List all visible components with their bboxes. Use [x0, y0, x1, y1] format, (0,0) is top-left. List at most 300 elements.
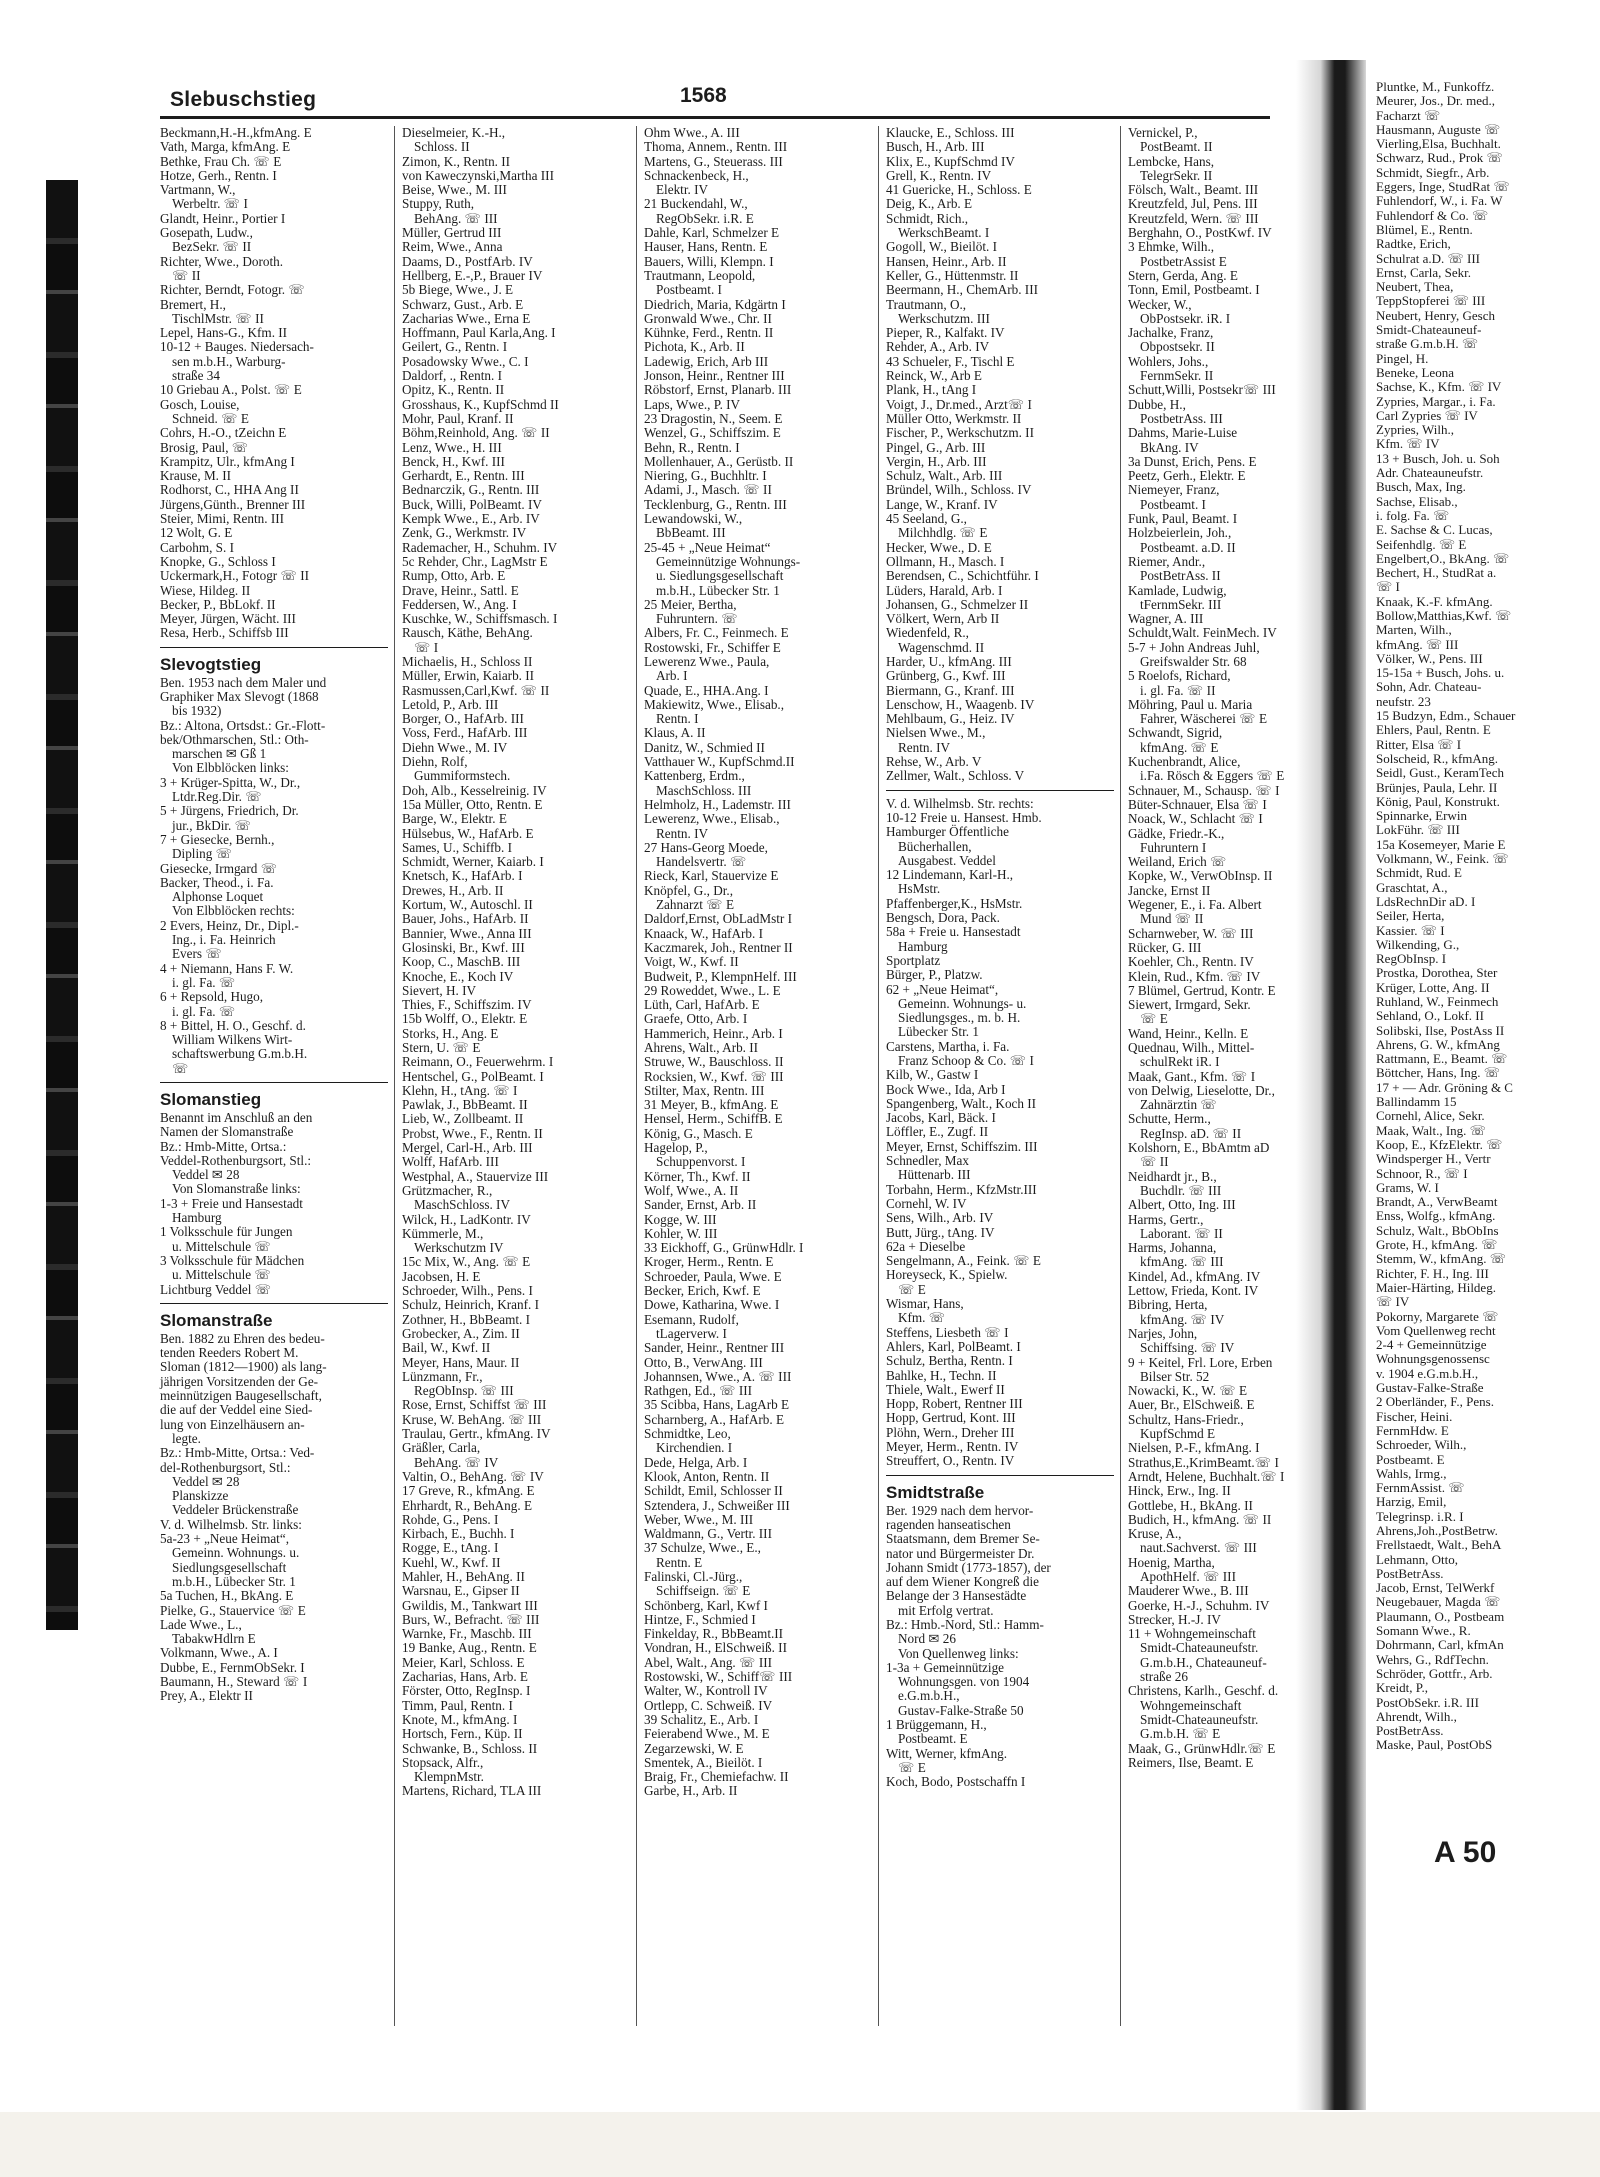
directory-entry: LokFühr. ☏ III [1376, 822, 1460, 838]
column-divider [878, 126, 879, 2026]
directory-entry: Smidt-Chateauneufstr. [1140, 1640, 1259, 1656]
directory-entry: u. Mittelschule ☏ [172, 1238, 271, 1254]
directory-entry: Kreutzfeld, Jul, Pens. III [1128, 196, 1258, 212]
directory-entry: Volkmann, W., Feink. ☏ [1376, 851, 1509, 867]
directory-entry: Postbeamt. E [898, 1731, 968, 1747]
directory-entry: RegObInsp. ☏ III [414, 1383, 514, 1399]
directory-entry: Lehmann, Otto, [1376, 1551, 1458, 1567]
directory-entry: Lewandowski, W., [644, 511, 743, 527]
directory-entry: Scharnberg, A., HafArb. E [644, 1411, 785, 1427]
directory-entry: Ernst, Carla, Sekr. [1376, 264, 1471, 280]
directory-entry: Schneid. ☏ E [172, 410, 249, 426]
directory-entry: Schulz, Bertha, Rentn. I [886, 1353, 1013, 1369]
directory-entry: 2 Oberländer, F., Pens. [1376, 1394, 1494, 1410]
directory-entry: Seifenhdlg. ☏ E [1376, 536, 1467, 552]
directory-entry: Thoma, Annem., Rentn. III [644, 139, 788, 155]
directory-entry: Maak, G., GrünwHdlr.☏ E [1128, 1740, 1276, 1756]
directory-entry: Kopke, W., VerwObInsp. II [1128, 868, 1273, 884]
directory-entry: Knetsch, K., HafArb. I [402, 868, 523, 884]
directory-entry: 62 + „Neue Heimat“, [886, 981, 999, 997]
directory-entry: Sachse, K., Kfm. ☏ IV [1376, 379, 1502, 395]
directory-entry: Geilert, G., Rentn. I [402, 339, 508, 355]
directory-entry: Wegener, E., i. Fa. Albert [1128, 897, 1262, 913]
directory-entry: 1 Brüggemann, H., [886, 1717, 987, 1733]
directory-entry: Drave, Heinr., Sattl. E [402, 582, 519, 598]
directory-entry: Hamburger Öffentliche [886, 824, 1009, 840]
directory-entry: Wohnungsgenossensc [1376, 1351, 1490, 1367]
directory-entry: 23 Dragostin, N., Seem. E [644, 410, 783, 426]
directory-entry: Bannier, Wwe., Anna III [402, 925, 532, 941]
directory-entry: Voigt, W., Kwf. II [644, 954, 739, 970]
directory-entry: König, Paul, Konstrukt. [1376, 793, 1500, 809]
directory-entry: 31 Meyer, B., kfmAng. E [644, 1097, 779, 1113]
directory-entry: Ehlers, Paul, Rentn. E [1376, 722, 1491, 738]
directory-entry: neufstr. 23 [1376, 693, 1431, 709]
directory-entry: Kümmerle, M., [402, 1225, 484, 1241]
directory-entry: Dieselmeier, K.-H., [402, 125, 506, 140]
directory-entry: Bz.: Hmb-Mitte, Ortsa.: [160, 1138, 287, 1154]
directory-entry: Makiewitz, Wwe., Elisab., [644, 696, 785, 712]
directory-entry: Thiele, Walt., Ewerf II [886, 1381, 1005, 1397]
directory-entry: Schutte, Herm., [1128, 1111, 1211, 1127]
directory-entry: Böhm,Reinhold, Ang. ☏ II [402, 425, 550, 441]
directory-entry: Koehler, Ch., Rentn. IV [1128, 954, 1254, 970]
directory-entry: Pfaffenberger,K., HsMstr. [886, 895, 1023, 911]
directory-entry: Walter, W., Kontroll IV [644, 1683, 768, 1699]
directory-entry: Diehn Wwe., M. IV [402, 739, 508, 755]
directory-entry: meinnützigen Baugesellschaft, [160, 1388, 322, 1404]
directory-entry: Pawlak, J., BbBeamt. II [402, 1097, 528, 1113]
directory-entry: Finkelday, R., BbBeamt.II [644, 1626, 784, 1642]
directory-entry: Lüth, Carl, HafArb. E [644, 997, 760, 1013]
directory-entry: PostbetrAss. III [1140, 410, 1223, 426]
column-divider [636, 126, 637, 2026]
directory-entry: Sievert, H. IV [402, 982, 476, 998]
directory-entry: Opitz, K., Rentn. II [402, 382, 505, 398]
directory-entry: Zahnarzt ☏ E [656, 897, 734, 913]
directory-entry: Adr. Chateauneufstr. [1376, 465, 1484, 481]
directory-entry: Rohde, G., Pens. I [402, 1511, 499, 1527]
directory-entry: Rump, Otto, Arb. E [402, 568, 506, 584]
directory-entry: Franz Schoop & Co. ☏ I [898, 1053, 1034, 1068]
directory-entry: Ohm Wwe., A. III [644, 125, 740, 140]
directory-entry: Mohr, Paul, Kranf. II [402, 410, 514, 426]
directory-entry: Beermann, H., ChemArb. III [886, 282, 1038, 298]
directory-entry: Lembcke, Hans, [1128, 153, 1215, 169]
directory-entry: Vergin, H., Arb. III [886, 453, 987, 469]
directory-entry: Jancke, Ernst II [1128, 882, 1211, 898]
directory-entry: PostBetrAss. [1376, 1565, 1444, 1581]
directory-entry: Bremert, H., [160, 296, 226, 312]
directory-entry: 25-45 + „Neue Heimat“ [644, 539, 771, 555]
directory-entry: Streuffert, O., Rentn. IV [886, 1453, 1015, 1469]
directory-entry: Daams, D., PostfArb. IV [402, 253, 533, 269]
directory-entry: Grützmacher, R., [402, 1182, 493, 1198]
facing-page-column [1376, 80, 1600, 2030]
directory-entry: Förster, Otto, RegInsp. I [402, 1683, 531, 1699]
directory-entry: Ortlepp, C. Schweiß. IV [644, 1697, 773, 1713]
directory-entry: Voss, Ferd., HafArb. III [402, 725, 528, 741]
directory-entry: mit Erfolg vertrat. [898, 1602, 994, 1618]
directory-entry: Weiland, Erich ☏ [1128, 854, 1227, 870]
directory-entry: Seidl, Gust., KeramTech [1376, 765, 1504, 781]
directory-entry: Grams, W. I [1376, 1179, 1439, 1195]
directory-entry: Wohngemeinschaft [1140, 1697, 1242, 1713]
directory-entry: Müller, Erwin, Kaiarb. II [402, 668, 535, 684]
directory-entry: RegObInsp. I [1376, 951, 1447, 967]
directory-entry: von Delwig, Lieselotte, Dr., [1128, 1082, 1275, 1098]
directory-entry: RegInsp. aD. ☏ II [1140, 1125, 1242, 1141]
directory-entry: 29 Roweddet, Wwe., L. E [644, 982, 781, 998]
directory-entry: Fahrer, Wäscherei ☏ E [1140, 711, 1268, 727]
directory-entry: PostObSekr. i.R. III [1376, 1694, 1479, 1710]
directory-entry: Daldorf, ., Rentn. I [402, 368, 502, 384]
directory-entry: Solibski, Ilse, PostAss II [1376, 1022, 1505, 1038]
directory-entry: Fischer, Heini. [1376, 1408, 1453, 1424]
directory-entry: Nord ✉ 26 [898, 1631, 956, 1647]
directory-entry: Lewerenz Wwe., Paula, [644, 653, 770, 669]
directory-entry: Schroeder, Wilh., Pens. I [402, 1283, 533, 1299]
directory-entry: BezSekr. ☏ II [172, 239, 252, 255]
directory-entry: 12 Wolt, G. E [160, 525, 233, 541]
directory-entry: Knöpfel, G., Dr., [644, 882, 734, 898]
directory-entry: Pichota, K., Arb. II [644, 339, 745, 355]
directory-entry: Biermann, G., Kranf. III [886, 682, 1015, 698]
directory-entry: 15 Budzyn, Edm., Schauer [1376, 708, 1516, 724]
directory-entry: m.b.H., Lübecker Str. 1 [656, 582, 780, 598]
directory-entry: Zypries, Margar., i. Fa. [1376, 393, 1496, 409]
directory-entry: Fuhlendorf, W., i. Fa. W [1376, 193, 1503, 209]
directory-entry: Völkert, Wern, Arb II [886, 611, 1000, 627]
directory-entry: Rasmussen,Carl,Kwf. ☏ II [402, 682, 550, 698]
directory-entry: Müller Otto, Werkmstr. II [886, 410, 1022, 426]
directory-entry: Plaumann, O., Postbeam [1376, 1608, 1505, 1624]
directory-entry: BehAng. ☏ III [414, 210, 498, 226]
directory-entry: FernmSekr. II [1140, 368, 1214, 384]
directory-entry: bek/Othmarschen, Stl.: Oth- [160, 731, 309, 747]
directory-entry: Kruse, A., [1128, 1526, 1182, 1542]
directory-entry: Richter, Berndt, Fotogr. ☏ [160, 282, 305, 298]
directory-entry: 1-3 + Freie und Hansestadt [160, 1195, 303, 1211]
directory-entry: Feierabend Wwe., M. E [644, 1726, 770, 1742]
directory-entry: 8 + Bittel, H. O., Geschf. d. [160, 1017, 306, 1033]
directory-entry: Strathus,E.,KrimBeamt.☏ I [1128, 1454, 1279, 1470]
directory-entry: Zellmer, Walt., Schloss. V [886, 768, 1025, 784]
directory-entry: Schutt,Willi, Postsekr☏ III [1128, 382, 1276, 398]
directory-entry: Pieper, R., Kalfakt. IV [886, 325, 1005, 341]
directory-entry: Pielke, G., Stauervice ☏ E [160, 1602, 306, 1618]
directory-entry: Richter, Wwe., Doroth. [160, 253, 284, 269]
directory-entry: Schmidt, Werner, Kaiarb. I [402, 854, 544, 870]
directory-entry: Reimann, O., Feuerwehrm. I [402, 1054, 554, 1070]
directory-entry: Bücherhallen, [898, 838, 972, 854]
directory-entry: Telegrinsp. i.R. I [1376, 1508, 1464, 1524]
directory-entry: Rentn. IV [898, 739, 951, 755]
directory-entry: Cohrs, H.-O., tZeichn E [160, 425, 287, 441]
directory-entry: nator und Bürgermeister Dr. [886, 1545, 1035, 1561]
directory-entry: Klaucke, E., Schloss. III [886, 125, 1015, 140]
directory-entry: Volkmann, Wwe., A. I [160, 1645, 278, 1661]
page-gutter [1296, 60, 1366, 2110]
directory-entry: Hecker, Wwe., D. E [886, 539, 992, 555]
directory-entry: Ladewig, Erich, Arb III [644, 353, 769, 369]
directory-entry: 17 + — Adr. Gröning & C [1376, 1079, 1513, 1095]
section-rule [160, 1303, 388, 1304]
directory-entry: Vatthauer W., KupfSchmd.II [644, 754, 795, 770]
directory-entry: HsMstr. [898, 881, 941, 897]
directory-entry: straße 26 [1140, 1669, 1188, 1685]
directory-entry: TeppStopferei ☏ III [1376, 293, 1486, 309]
directory-entry: V. d. Wilhelmsb. Str. links: [160, 1516, 302, 1532]
directory-entry: Bz.: Hmb-Mitte, Ortsa.: Ved- [160, 1445, 315, 1461]
section-rule [886, 1475, 1114, 1476]
directory-entry: FernmAssist. ☏ [1376, 1480, 1465, 1496]
directory-entry: 15c Mix, W., Ang. ☏ E [402, 1254, 531, 1270]
directory-entry: Steier, Mimi, Rentn. III [160, 511, 284, 527]
directory-entry: kfmAng. ☏ IV [1140, 1311, 1225, 1327]
directory-entry: 1 Volksschule für Jungen [160, 1224, 293, 1240]
directory-entry: Gräßler, Carla, [402, 1440, 481, 1456]
directory-entry: TabakwHdlrn E [172, 1631, 256, 1647]
directory-entry: Quade, E., HHA.Ang. I [644, 682, 769, 698]
directory-entry: Knopke, G., Schloss I [160, 553, 276, 569]
directory-entry: 43 Schueler, F., Tischl E [886, 353, 1015, 369]
directory-entry: Ahlers, Karl, PolBeamt. I [886, 1338, 1021, 1354]
directory-entry: Waldmann, G., Vertr. III [644, 1526, 772, 1542]
directory-entry: Hotze, Gerh., Rentn. I [160, 167, 277, 183]
directory-entry: Lieb, W., Zollbeamt. II [402, 1111, 524, 1127]
directory-entry: Grote, H., kfmAng. ☏ [1376, 1237, 1498, 1253]
directory-entry: Hensel, Herm., SchiffB. E [644, 1111, 783, 1127]
directory-entry: Hüttenarb. III [898, 1167, 971, 1183]
directory-entry: Dubbe, H., [1128, 396, 1186, 412]
directory-entry: Behn, R., Rentn. I [644, 439, 740, 455]
directory-entry: i. gl. Fa. ☏ [172, 974, 236, 990]
directory-entry: Westphal, A., Stauervize III [402, 1168, 549, 1184]
directory-entry: Sztendera, J., Schweißer III [644, 1497, 790, 1513]
directory-entry: Zimon, K., Rentn. II [402, 153, 511, 169]
directory-entry: Schildt, Emil, Schlosser II [644, 1483, 783, 1499]
directory-entry: Deig, K., Arb. E [886, 196, 973, 212]
directory-entry: Gemeinnützige Wohnungs- [656, 553, 801, 569]
bottom-page-edge [0, 2112, 1600, 2177]
directory-entry: Bz.: Altona, Ortsdst.: Gr.-Flott- [160, 717, 326, 733]
directory-entry: jährigen Vorsitzenden der Ge- [160, 1373, 319, 1389]
directory-entry: Plöhn, Wern., Dreher III [886, 1424, 1015, 1440]
directory-entry: Maak, Gant., Kfm. ☏ I [1128, 1068, 1256, 1084]
directory-entry: Kortum, W., Autoschl. II [402, 897, 533, 913]
directory-entry: Meyer, Ernst, Schiffszim. III [886, 1138, 1038, 1154]
directory-entry: TischlMstr. ☏ II [172, 310, 264, 326]
directory-entry: Barge, W., Elektr. E [402, 811, 507, 827]
directory-entry: Jonson, Heinr., Rentner III [644, 368, 785, 384]
directory-entry: Bürger, P., Platzw. [886, 967, 983, 983]
directory-entry: Kroger, Herm., Rentn. E [644, 1254, 774, 1270]
directory-entry: kfmAng. ☏ III [1376, 636, 1459, 652]
directory-entry: Rodhorst, C., HHA Ang II [160, 482, 299, 498]
directory-entry: V. d. Wilhelmsb. Str. rechts: [886, 795, 1034, 811]
directory-entry: Hoffmann, Paul Karla,Ang. I [402, 325, 556, 341]
directory-entry: Schwarz, Gust., Arb. E [402, 296, 524, 312]
directory-entry: G.m.b.H., Chateauneuf- [1140, 1654, 1267, 1670]
directory-entry: Pingel, G., Arb. III [886, 439, 986, 455]
directory-entry: Meurer, Jos., Dr. med., [1376, 93, 1495, 109]
directory-entry: Engelbert,O., BkAng. ☏ [1376, 550, 1510, 566]
directory-entry: Carstens, Martha, i. Fa. [886, 1038, 1010, 1054]
directory-entry: Klein, Rud., Kfm. ☏ IV [1128, 968, 1261, 984]
directory-entry: Kreidt, P., [1376, 1680, 1428, 1696]
directory-entry: Borger, O., HafArb. III [402, 711, 524, 727]
directory-entry: Esemann, Rudolf, [644, 1311, 739, 1327]
directory-entry: Schuppenvorst. I [656, 1154, 746, 1170]
directory-entry: Somann Wwe., R. [1376, 1623, 1471, 1639]
directory-entry: Plank, H., tAng I [886, 382, 977, 398]
directory-entry: sen m.b.H., Warburg- [172, 353, 286, 369]
directory-entry: Beise, Wwe., M. III [402, 182, 507, 198]
directory-entry: Schroeder, Paula, Wwe. E [644, 1268, 782, 1284]
directory-entry: Veddel ✉ 28 [172, 1167, 240, 1183]
directory-entry: jur., BkDir. ☏ [172, 817, 252, 833]
directory-entry: Jachalke, Franz, [1128, 325, 1214, 341]
directory-entry: Doh, Alb., Kesselreinig. IV [402, 782, 547, 798]
directory-entry: Klaus, A. II [644, 725, 706, 741]
directory-entry: Schnoor, R., ☏ I [1376, 1165, 1468, 1181]
directory-entry: Ausgabest. Veddel [898, 852, 996, 868]
directory-entry: Dahms, Marie-Luise [1128, 425, 1238, 441]
directory-entry: Wohnungsgen. von 1904 [898, 1674, 1030, 1690]
directory-entry: Kilb, W., Gastw I [886, 1067, 979, 1083]
directory-entry: Gemeinn. Wohnungs. u. [172, 1545, 300, 1561]
directory-entry: i. gl. Fa. ☏ II [1140, 682, 1216, 698]
directory-entry: Schulrat a.D. ☏ III [1376, 250, 1480, 266]
directory-entry: Möhring, Paul u. Maria [1128, 696, 1253, 712]
directory-entry: Adami, J., Masch. ☏ II [644, 482, 772, 498]
directory-entry: Harder, U., kfmAng. III [886, 653, 1012, 669]
directory-entry: Bründel, Wilh., Schloss. IV [886, 482, 1032, 498]
directory-entry: 3a Dunst, Erich, Pens. E [1128, 453, 1257, 469]
directory-entry: Benck, H., Kwf. III [402, 453, 505, 469]
directory-entry: Koop, E., KfzElektr. ☏ [1376, 1136, 1503, 1152]
directory-entry: Koch, Bodo, Postschaffn I [886, 1774, 1026, 1790]
directory-entry: Albers, Fr. C., Feinmech. E [644, 625, 789, 641]
directory-entry: Knaack, W., HafArb. I [644, 925, 764, 941]
directory-entry: Posadowsky Wwe., C. I [402, 353, 529, 369]
directory-entry: Schönberg, Karl, Kwf I [644, 1597, 768, 1613]
directory-entry: Sengelmann, A., Feink. ☏ E [886, 1253, 1041, 1269]
directory-entry: Ltdr.Reg.Dir. ☏ [172, 789, 262, 805]
directory-entry: Butt, Jürg., tAng. IV [886, 1224, 995, 1240]
directory-entry: Letold, P., Arb. III [402, 696, 499, 712]
directory-entry: Gerhardt, E., Rentn. III [402, 468, 525, 484]
directory-entry: Carl Zypries ☏ IV [1376, 407, 1478, 423]
directory-entry: Johann Smidt (1773-1857), der [886, 1559, 1051, 1575]
directory-entry: Spangenberg, Walt., Koch II [886, 1095, 1037, 1111]
directory-entry: Rostowski, W., Schiff☏ III [644, 1669, 793, 1685]
directory-entry: Giesecke, Irmgard ☏ [160, 860, 278, 876]
directory-entry: 35 Scibba, Hans, LagArb E [644, 1397, 790, 1413]
directory-entry: Kuehl, W., Kwf. II [402, 1554, 501, 1570]
directory-entry: Veddel ✉ 28 [172, 1473, 240, 1489]
directory-entry: Bahlke, H., Techn. II [886, 1367, 997, 1383]
directory-entry: Lichtburg Veddel ☏ [160, 1281, 272, 1297]
directory-entry: Fuhlendorf & Co. ☏ [1376, 207, 1489, 223]
directory-entry: 39 Schalitz, E., Arb. I [644, 1711, 759, 1727]
section-rule [160, 647, 388, 648]
directory-entry: Schiffsing. ☏ IV [1140, 1340, 1235, 1356]
directory-entry: Fuhruntern I [1140, 839, 1207, 855]
directory-entry: E. Sachse & C. Lucas, [1376, 522, 1493, 538]
directory-entry: Prey, A., Elektr II [160, 1688, 253, 1704]
directory-entry: Cornehl, Alice, Sekr. [1376, 1108, 1485, 1124]
directory-entry: Löffler, E., Zugf. II [886, 1124, 989, 1140]
directory-entry: Kirbach, E., Buchh. I [402, 1526, 515, 1542]
directory-entry: Schnauer, M., Schausp. ☏ I [1128, 782, 1280, 798]
directory-entry: Ahrens, G. W., kfmAng [1376, 1036, 1500, 1052]
directory-entry: Von Elbblöcken rechts: [172, 903, 295, 919]
directory-entry: Struwe, W., Bauschloss. II [644, 1054, 784, 1070]
directory-entry: Hammerich, Heinr., Arb. I [644, 1025, 783, 1041]
directory-entry: Busch, H., Arb. III [886, 139, 985, 155]
directory-entry: Peetz, Gerh., Elektr. E [1128, 468, 1246, 484]
directory-entry: u. Mittelschule ☏ [172, 1267, 271, 1283]
column-2 [402, 126, 630, 2036]
directory-entry: ☏ E [898, 1281, 926, 1297]
directory-entry: Beneke, Leona [1376, 364, 1454, 380]
directory-entry: Ahrendt, Wilh., [1376, 1708, 1457, 1724]
directory-entry: Backer, Theod., i. Fa. [160, 874, 274, 890]
directory-entry: Wiese, Hildeg. II [160, 582, 251, 598]
directory-entry: Arb. I [656, 668, 688, 684]
directory-entry: Windsperger H., Vertr [1376, 1151, 1491, 1167]
directory-entry: Dahle, Karl, Schmelzer E [644, 225, 780, 241]
directory-entry: Albert, Otto, Ing. III [1128, 1197, 1236, 1213]
directory-entry: tFernmSekr. III [1140, 596, 1222, 612]
directory-entry: Laborant. ☏ II [1140, 1225, 1223, 1241]
directory-entry: Tecklenburg, G., Rentn. III [644, 496, 787, 512]
directory-entry: Rehder, A., Arb. IV [886, 339, 990, 355]
directory-entry: Richter, F. H., Ing. III [1376, 1265, 1489, 1281]
directory-entry: TelegrSekr. II [1140, 167, 1213, 183]
directory-entry: Rentn. IV [656, 825, 709, 841]
signature-mark: A 50 [1434, 1836, 1497, 1869]
directory-entry: 1-3a + Gemeinnützige [886, 1659, 1005, 1675]
street-section-heading: Smidtstraße [886, 1482, 985, 1502]
directory-entry: Handelsvertr. ☏ [656, 854, 747, 870]
directory-entry: Lüders, Harald, Arb. I [886, 582, 1003, 598]
directory-entry: Grell, K., Rentn. IV [886, 167, 992, 183]
directory-entry: Scharnweber, W. ☏ III [1128, 925, 1254, 941]
directory-entry: 9 + Keitel, Frl. Lore, Erben [1128, 1354, 1273, 1370]
directory-entry: Ben. 1882 zu Ehren des bedeu- [160, 1330, 325, 1346]
directory-entry: Obpostsekr. II [1140, 339, 1215, 355]
directory-entry: Gogoll, W., Bieilöt. I [886, 239, 997, 255]
directory-entry: Rogge, E., tAng. I [402, 1540, 499, 1556]
directory-entry: Ber. 1929 nach dem hervor- [886, 1502, 1034, 1518]
directory-entry: Harms, Gertr., [1128, 1211, 1204, 1227]
directory-entry: Ritter, Elsa ☏ I [1376, 736, 1462, 752]
directory-entry: Spinnarke, Erwin [1376, 808, 1467, 824]
directory-entry: PostBetrAss. II [1140, 568, 1221, 584]
directory-entry: Kempk Wwe., E., Arb. IV [402, 511, 540, 527]
directory-entry: Sames, U., Schiffb. I [402, 839, 513, 855]
directory-entry: Wismar, Hans, [886, 1296, 964, 1312]
directory-entry: Budich, H., kfmAng. ☏ II [1128, 1511, 1272, 1527]
directory-entry: Völker, W., Pens. III [1376, 650, 1483, 666]
directory-entry: schulRekt iR. I [1140, 1054, 1220, 1070]
directory-entry: Lünzmann, Fr., [402, 1368, 483, 1384]
directory-entry: 3 Ehmke, Wilh., [1128, 239, 1215, 255]
directory-entry: Krause, M. II [160, 468, 232, 484]
